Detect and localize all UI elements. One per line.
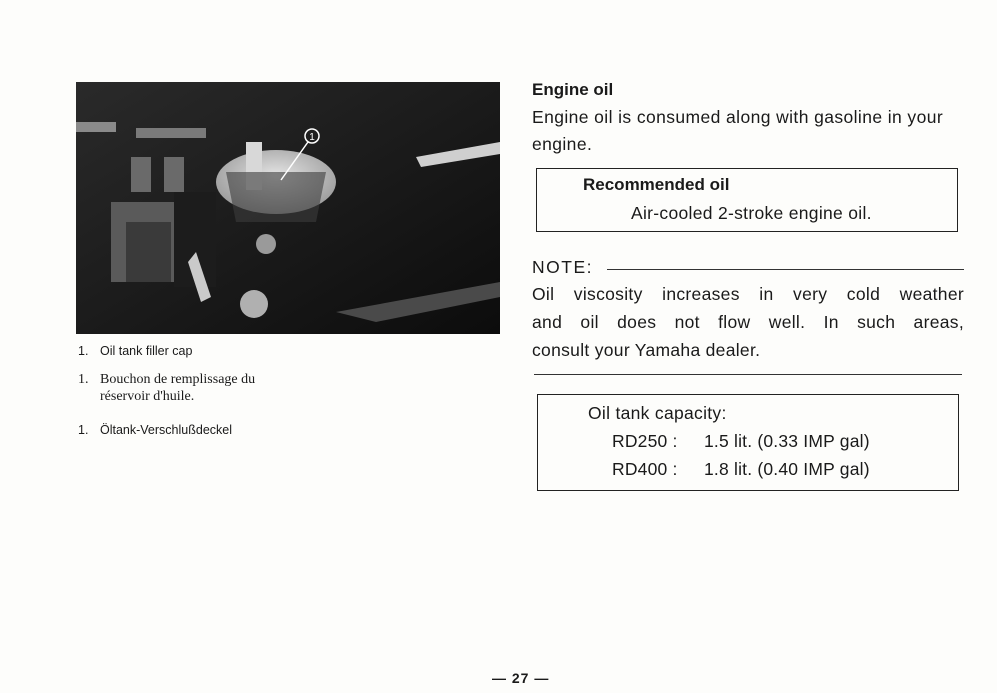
caption-number: 1. [78,372,89,387]
capacity-model: RD250 : [612,431,678,451]
note-line: Oil viscosity increases in very cold weather [532,284,964,304]
caption-german [78,422,232,439]
oil-capacity-box [537,394,959,491]
capacity-value: 1.8 lit. (0.40 IMP gal) [704,459,870,479]
capacity-row [612,431,870,452]
engine-oil-body: Engine oil is consumed along with gasoline in your engine. [532,107,944,154]
page-number: — 27 — [492,670,550,686]
note-divider [607,269,964,270]
capacity-row [612,459,870,480]
caption-french [78,371,255,405]
capacity-title: Oil tank capacity: [588,403,727,423]
caption-text-line1: Bouchon de remplissage du [100,372,256,387]
engine-bay-illustration [76,82,500,334]
capacity-model: RD400 : [612,459,678,479]
caption-text: Oil tank filler cap [100,344,193,358]
recommended-oil-title: Recommended oil [583,175,730,194]
note-line: consult your Yamaha dealer. [532,340,761,360]
recommended-oil-value: Air-cooled 2-stroke engine oil. [631,203,872,223]
recommended-oil-box [536,168,958,232]
callout-1-label: 1 [309,132,315,143]
note-header [532,256,964,278]
caption-text: Öltank-Verschlußdeckel [100,423,233,437]
engine-oil-heading: Engine oil [532,80,614,99]
caption-english [78,343,192,360]
caption-number: 1. [78,423,89,437]
note-body [532,280,964,364]
capacity-value: 1.5 lit. (0.33 IMP gal) [704,431,870,451]
note-end-rule [534,374,962,375]
caption-text-line2: réservoir d'huile. [100,389,195,404]
note-line: and oil does not flow well. In such areas, [532,312,964,332]
oil-tank-photo [76,82,500,334]
note-label: NOTE: [532,256,593,277]
caption-number: 1. [78,344,89,358]
